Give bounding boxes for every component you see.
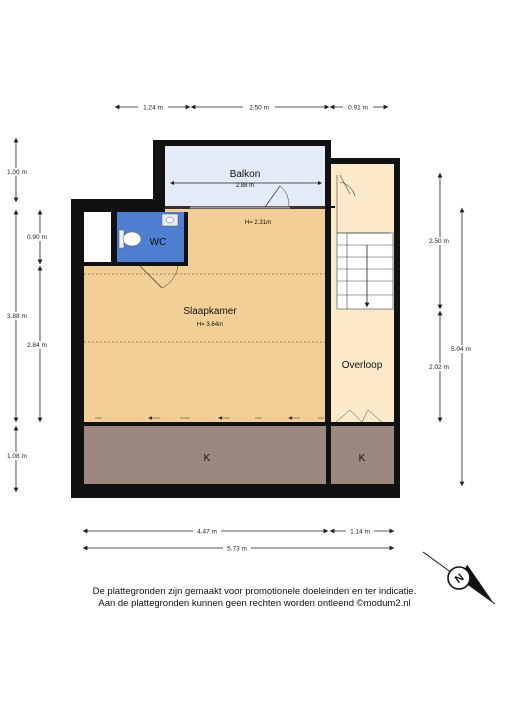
- knee-wall-left-label: K: [203, 453, 211, 464]
- dim-bottom-1: 4.47 m: [197, 528, 217, 536]
- dim-right-2: 2.02 m: [429, 364, 449, 371]
- dim-left-3: 1.08 m: [7, 453, 27, 460]
- room-fills: [84, 146, 394, 484]
- balkon-label: Balkon: [229, 169, 261, 180]
- dim-top-3: 0.91 m: [348, 104, 368, 112]
- slaapkamer-label: Slaapkamer: [183, 306, 237, 317]
- disclaimer-line-1: De plattegronden zijn gemaakt voor promotionele doeleinden en ter indicatie.: [92, 586, 417, 597]
- dim-top-1: 1.24 m: [143, 104, 163, 112]
- closet-area: [84, 212, 111, 262]
- dim-left-1: 1.00 m: [7, 169, 27, 176]
- dim-left-inner-1: 0.90 m: [27, 234, 47, 241]
- toilet-icon: [123, 232, 141, 246]
- overloop-label: Overloop: [341, 360, 383, 371]
- dim-left-inner-2: 2.84 m: [27, 342, 47, 349]
- dim-top-2: 2.50 m: [249, 104, 269, 112]
- bottom-dimensions: [85, 527, 392, 553]
- dim-bottom-3: 5.73 m: [227, 545, 247, 553]
- dim-right-3: 5.04 m: [451, 346, 471, 353]
- dim-right-1: 2.50 m: [429, 238, 449, 245]
- top-dimensions: [117, 103, 386, 112]
- knee-wall-right-label: K: [358, 453, 366, 464]
- wc-label: WC: [149, 237, 167, 248]
- left-outer-dimensions: [6, 140, 30, 490]
- slaapkamer-height: H= 3.64m: [196, 322, 224, 328]
- right-dimensions: [428, 175, 476, 484]
- balkon-width: 2.88 m: [235, 183, 255, 189]
- disclaimer-line-2: Aan de plattegronden kunnen geen rechten worden ontleend ©modum2.nl: [98, 598, 411, 609]
- compass-label: N: [452, 571, 467, 586]
- dim-left-2: 3.88 m: [7, 313, 27, 320]
- door-height-label: H= 2.31m: [244, 220, 272, 226]
- dim-bottom-2: 1.14 m: [350, 528, 370, 536]
- disclaimer: [0, 586, 509, 610]
